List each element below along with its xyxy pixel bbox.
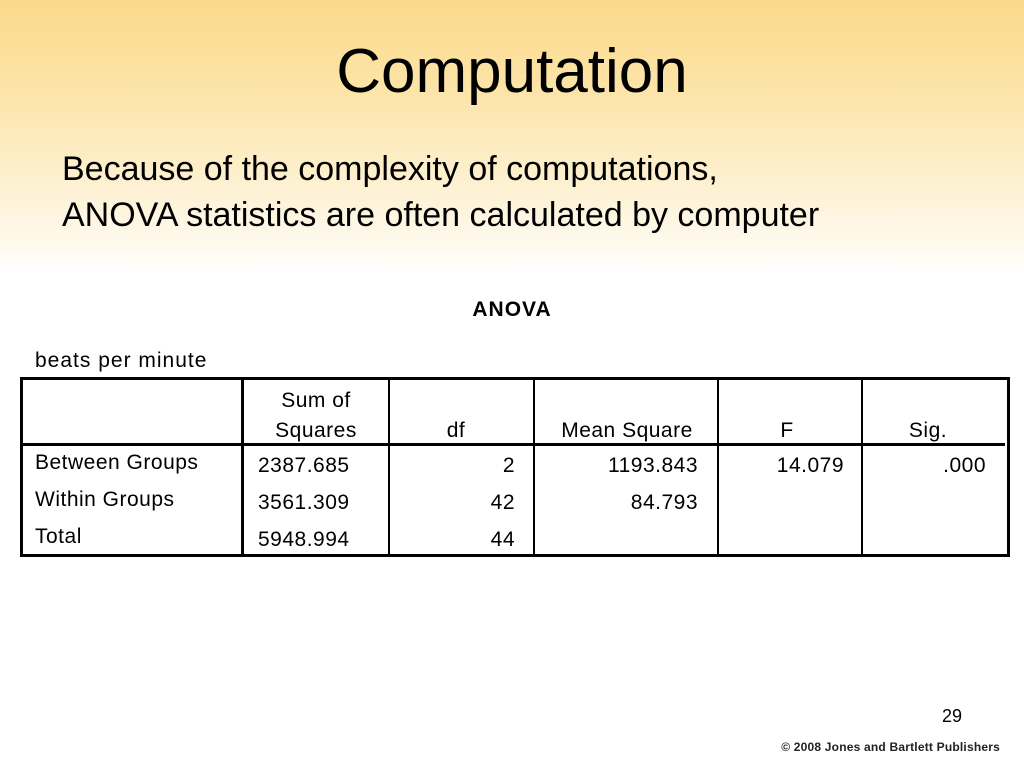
- table-caption: beats per minute: [35, 349, 208, 372]
- within-groups-sum-of-squares: 3561.309: [258, 491, 350, 514]
- table-divider: [388, 377, 390, 554]
- subtitle-line-1: Because of the complexity of computations,: [62, 150, 718, 188]
- between-groups-f: 14.079: [776, 454, 844, 477]
- header-sum-of-squares-line2: Squares: [275, 419, 357, 442]
- within-groups-mean-square: 84.793: [630, 491, 698, 514]
- table-divider: [861, 377, 863, 554]
- between-groups-df: 2: [502, 454, 515, 477]
- slide-title: Computation: [336, 37, 688, 106]
- row-label-total: Total: [35, 525, 82, 548]
- subtitle-line-2: ANOVA statistics are often calculated by computer: [62, 196, 820, 234]
- header-sum-of-squares-line1: Sum of: [281, 389, 351, 412]
- header-sum-of-squares: [244, 386, 388, 446]
- table-divider: [533, 377, 535, 554]
- table-divider: [717, 377, 719, 554]
- between-groups-sum-of-squares: 2387.685: [258, 454, 350, 477]
- header-df: df: [446, 419, 466, 442]
- total-sum-of-squares: 5948.994: [258, 528, 350, 551]
- between-groups-sig: .000: [943, 454, 986, 477]
- anova-table: [20, 377, 1008, 557]
- slide-subtitle: [62, 146, 1002, 238]
- row-label-between-groups: Between Groups: [35, 451, 199, 474]
- table-title: ANOVA: [472, 298, 552, 321]
- header-f: F: [780, 419, 794, 442]
- row-label-within-groups: Within Groups: [35, 488, 175, 511]
- header-mean-square: Mean Square: [561, 419, 693, 442]
- between-groups-mean-square: 1193.843: [607, 454, 698, 477]
- within-groups-df: 42: [490, 491, 515, 514]
- page-number: 29: [941, 706, 962, 726]
- copyright-notice: © 2008 Jones and Bartlett Publishers: [781, 740, 1000, 754]
- header-sig: Sig.: [908, 419, 948, 442]
- total-df: 44: [490, 528, 515, 551]
